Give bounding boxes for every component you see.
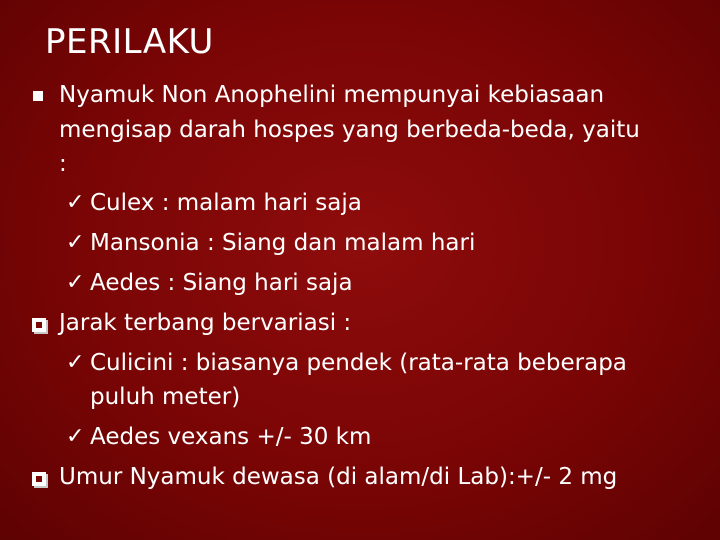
bullet-line: Jarak terbang bervariasi : <box>59 310 352 336</box>
bullet-line: Nyamuk Non Anophelini mempunyai kebiasaan <box>59 82 605 108</box>
hollow-square-bullet-icon <box>32 472 46 486</box>
checkmark-icon: ✓ <box>66 424 85 449</box>
sub-bullet-line: puluh meter) <box>90 384 241 410</box>
sub-bullet-line: Mansonia : Siang dan malam hari <box>90 230 476 256</box>
sub-bullet-line: Culex : malam hari saja <box>90 190 362 216</box>
sub-bullet-line: Aedes : Siang hari saja <box>90 270 353 296</box>
square-bullet-icon <box>33 91 43 101</box>
bullet-line: mengisap darah hospes yang berbeda-beda, yaitu <box>59 117 640 143</box>
hollow-square-bullet-icon <box>32 318 46 332</box>
checkmark-icon: ✓ <box>66 270 85 295</box>
slide-title: PERILAKU <box>45 22 214 62</box>
checkmark-icon: ✓ <box>66 230 85 255</box>
bullet-line: : <box>59 151 67 177</box>
checkmark-icon: ✓ <box>66 350 85 375</box>
checkmark-icon: ✓ <box>66 190 85 215</box>
sub-bullet-line: Aedes vexans +/- 30 km <box>90 424 372 450</box>
bullet-line: Umur Nyamuk dewasa (di alam/di Lab):+/- 2 mg <box>59 464 618 490</box>
sub-bullet-line: Culicini : biasanya pendek (rata-rata beberapa <box>90 350 627 376</box>
